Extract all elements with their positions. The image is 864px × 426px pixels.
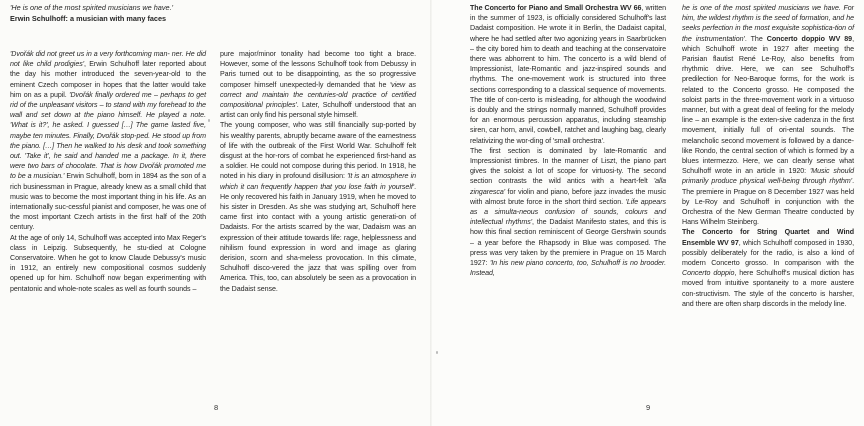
work-title: Concerto doppio WV 89 [766,34,853,43]
text-fragment: later reported about the day his mother introduced the seven-year-old to the eminent Czech composer in hopes that the latter would take him on as a pupil. [10,60,206,99]
quote-fragment: 'Dvořák finally ordered me – perhaps to get rid of the unpleasant visitors – to stand with my forehead to the wall and set down at the piano himself. He played a note. 'What is it?', he asked. I guessed […] The game lasted five, maybe ten minutes. Finally, Dvořák stop-ped. He stood up from the piano. […] Then he walked to his desk and took something out. 'Take it', he said and handed me a package. In it, there were two bars of chocolate. That is how Dvořák promoted me to be a musician.' [10,90,206,181]
paper-speck [208,119,210,122]
quote-fragment: Concerto doppio [682,269,735,278]
heading-quote: 'He is one of the most spirited musicians we have.' [10,3,173,12]
quote-fragment: 'It is an atmosphere in which it can frequently happen that you lose faith in yourself' [220,172,416,191]
quote-fragment: he is one of the most spirited musicians we have. For him, the wildest rhythm is the seed of formation, and he seeks perfection in the most exquisite sophistica-tion of the instrumentation' [682,4,854,43]
paragraph [470,3,666,146]
paragraph [682,227,854,309]
column-2 [220,49,416,294]
text-fragment: for violin and piano, before jazz invades the music with almost brute force in the short third section. [470,187,666,206]
column-3 [470,3,666,278]
text-fragment: The first section is dominated by late-Romantic and Impressionist timbres. In the manner of Liszt, the piano part gives the soloist a lot of scope for virtuosi-ty. The second section contrasts the wild antics with a heart-felt [470,146,666,186]
quote-fragment: 'Dvořák did not greet us in a very forthcoming man- [10,50,170,58]
quote-fragment: ner. He did not like child prodigies' [10,50,207,69]
paper-speck [436,351,438,354]
text-fragment: , here Schulhoff's musical diction has moved from intuitive spontaneity to a more austere con-structivism. The style of the concerto is harsher, and there are often sharp discords in the melody line. [682,269,854,308]
text-fragment: . The [744,34,767,43]
page-number: 8 [214,403,219,412]
column-1 [10,49,206,294]
text-fragment: . Later, Schulhoff understood that an artist can only find his personal style himself. [220,101,416,120]
paragraph: At the age of only 14, Schulhoff was accepted into Max Reger's class in Leipzig. Subsequently, he stu-died at Cologne Conservatoire. When he got to know Claude Debussy's music in 1912, an entirely new compositional cosmos suddenly opened up for him. Schulhoff now began experimenting with pentatonic and whole-note scales as well as fourth sounds – [10,233,206,293]
paragraph [220,120,416,293]
section-heading [10,3,210,24]
section-title: Erwin Schulhoff: a musician with many faces [10,13,167,23]
text-fragment: , which Schulhoff composed in 1930, possibly deliberately for the radio, is also a kind of modern Concerto grosso. In comparison with the [682,238,854,268]
quote-fragment: 'Life appears as a simulta-neous confusion of sounds, colours and intellectual rhythms' [470,197,666,227]
paragraph [470,146,666,279]
text-fragment: Erwin Schulhoff, born in 1894 as the son of a rich businessman in Prague, already knew as a small child that music was to become the most important thing in his life. As an internationally suc-cessful pianist and composer, he was one of the most important Czech artists in the first half of the 20th century. [10,172,206,232]
paragraph [682,3,854,227]
text-fragment: . He only recovered his faith in January 1919, when he moved to his sister in Dresden. As she was studying art, Schulhoff here came first into contact with a young artistic generati-on of Dadaists. For the artists scarred by the war, Dadaism was an expression of their attitude towards life: rage, helplessness and nihilism found expression in word and image as glaring derision, scorn and sha-meless provocation. In this climate, Schulhoff disco-vered the jazz that was spilling over from America. This, too, can absolutely be seen as a provocation in the Dadaist sense. [220,182,416,293]
paragraph [10,49,206,233]
quote-fragment: 'In his new piano concerto, too, Schulhoff is no brooder. Instead, [470,259,666,278]
text-fragment: , written in the summer of 1923, is officially considered Schulhoff's last Dadaist composition. He wrote it in Berlin, the Dadaist capital, where he had settled after two agonizing years in Saarbrücken – the city bored him to death and teaching at the conservatoire there was abhorrent to him. The concerto is a wild blend of Impressionist, late-Romantic and jazz-inspired sounds and rhythms. The one-movement work is structured into three sections corresponding to a classical sequence of movements. The title of con-certo is misleading, for although the woodwind is doubly and the strings normally manned, Schulhoff provides for an enormous percussion apparatus, including steamship siren, car horn, anvil, cowbell, ratchet and laughing bag, clearly relativizing the wor-ding of 'small orchestra'. [470,4,666,145]
text-fragment: , the Dadaist Manifesto states, and this is how this final section reminiscent of George Gershwin sounds – a year before the Rhapsody in Blue was composed. The press was very taken by the premiere in Prague on 15 March 1927: [470,218,666,268]
text-fragment: . The premiere in Prague on 8 December 1927 was held by Le-Roy and Schulhoff in conjunction with the Orchestra of the New German Theatre conducted by Hans Wilhelm Steinberg. [682,177,854,227]
quote-fragment: 'alla zingaresca' [470,177,666,196]
paragraph [220,49,416,120]
text-fragment: , Erwin Schulhoff [84,60,140,69]
column-4 [682,3,854,309]
text-fragment: pure major/minor tonality had become too tight a brace. However, some of the lessons Schulhoff took from Debussy in Paris turned out to be disappointing, as the so progressive composer himself unexpected-ly demanded that he [220,50,416,89]
quote-fragment: 'view as correct and maintain the centuries-old practice of certified compositional principles' [220,80,416,110]
page-number: 9 [646,403,651,412]
work-title: The Concerto for String Quartet and Wind Ensemble WV 97 [682,228,854,247]
text-fragment: The young composer, who was still financially sup-ported by his wealthy parents, abruptly became aware of the earnestness of life with the outbreak of the First World War. Schulhoff felt disgust at the hor-rors of combat he experienced first-hand as a soldier. He could not compose during this period. In 1918, he noted in his diary in profound disillusion: [220,121,416,181]
text-fragment: , which Schulhoff wrote in 1927 after meeting the Parisian flautist René Le-Roy, also benefits from rhythmic drive. Here, we can see Schulhoff's predilection for Neo-Baroque forms, for the work is related to the Concerto grosso. He composed the soloist parts in the three-movement work in a virtuoso manner, but with a great deal of feeling for the melody line – an example is the exten-sive cadenza in the first movement, initially full of ori-ental sounds. The melancholic second movement is followed by a dance-like Rondo, the central section of which is formed by a blues intermezzo. Here, we can clearly sense what Schulhoff wrote in an article in 1920: [682,34,854,176]
page-right [432,0,864,426]
work-title: The Concerto for Piano and Small Orchestra WV 66 [470,4,642,12]
quote-fragment: 'Music should primarily produce physical well-being through rhythm' [682,167,854,186]
